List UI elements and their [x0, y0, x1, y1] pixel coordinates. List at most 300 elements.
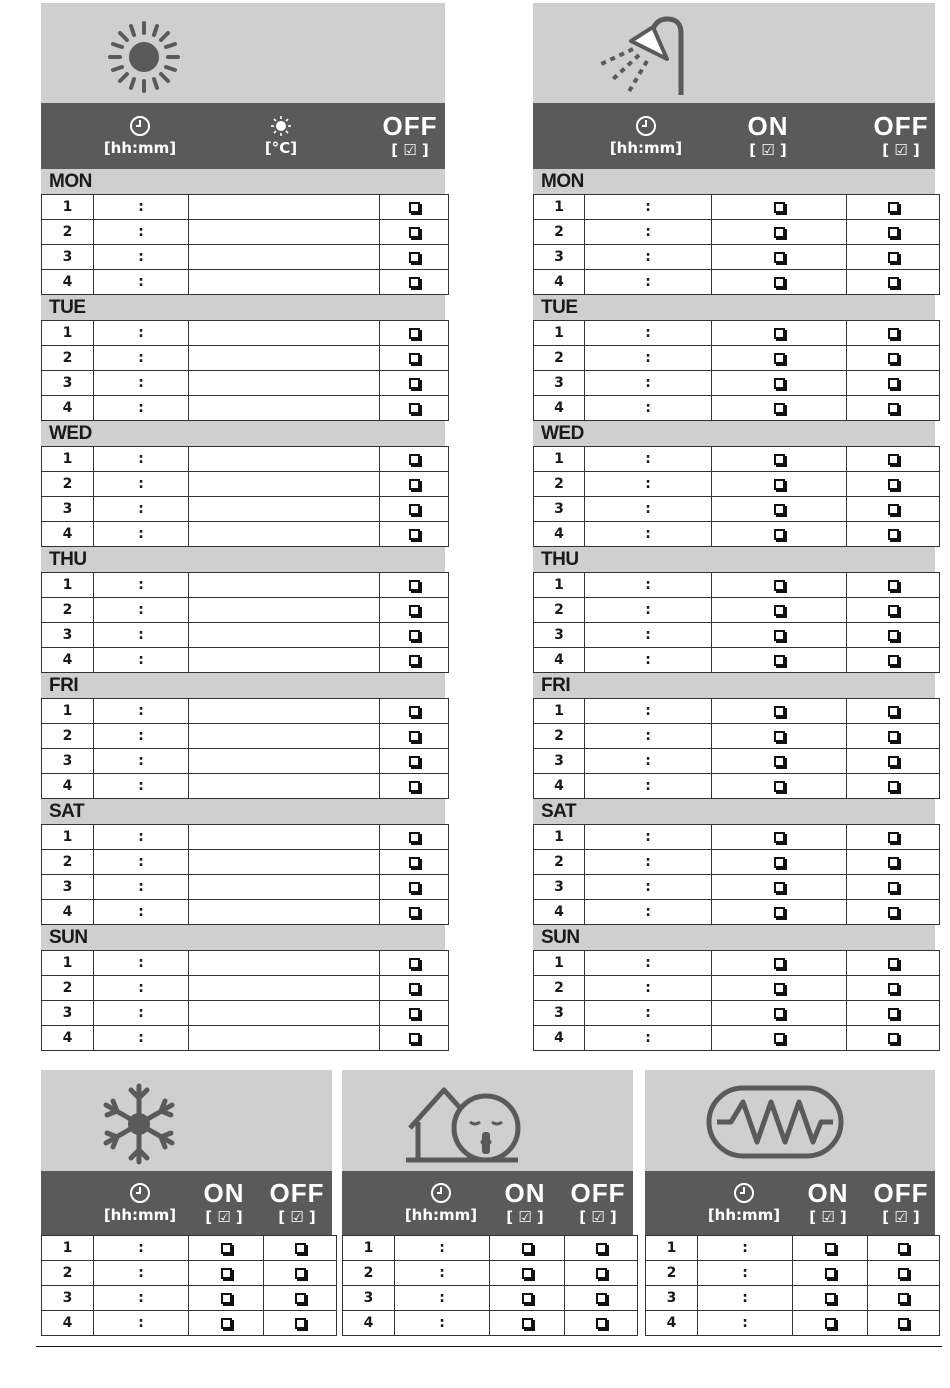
on-checkbox[interactable] — [774, 529, 785, 540]
day-header — [533, 421, 935, 446]
temp-input-cell[interactable] — [189, 472, 380, 497]
temp-input-cell[interactable] — [189, 875, 380, 900]
time-input-cell[interactable] — [585, 598, 712, 623]
off-cell — [847, 321, 940, 346]
off-checkbox[interactable] — [898, 1318, 909, 1329]
time-colon: : — [138, 829, 144, 845]
slot-number: 4 — [62, 274, 73, 290]
off-checkbox[interactable] — [888, 328, 899, 339]
temp-input-cell[interactable] — [189, 699, 380, 724]
temp-input-cell[interactable] — [189, 825, 380, 850]
time-input-cell[interactable] — [585, 321, 712, 346]
temp-input-cell[interactable] — [189, 573, 380, 598]
slot-cell — [534, 648, 585, 673]
on-checkbox[interactable] — [522, 1293, 533, 1304]
slot-cell — [42, 270, 94, 295]
shower-icon — [593, 15, 693, 100]
time-input-cell[interactable] — [94, 724, 189, 749]
time-colon: : — [138, 1030, 144, 1046]
temp-input-cell[interactable] — [189, 774, 380, 799]
on-checkbox[interactable] — [774, 202, 785, 213]
off-cell — [380, 749, 449, 774]
slot-number: 1 — [554, 955, 564, 971]
off-cell — [380, 875, 449, 900]
time-input-cell[interactable] — [94, 598, 189, 623]
slot-cell — [534, 220, 585, 245]
time-input-cell[interactable] — [94, 447, 189, 472]
day-header — [41, 673, 445, 698]
time-input-cell[interactable] — [585, 875, 712, 900]
off-checkbox[interactable] — [888, 1033, 899, 1044]
off-checkbox[interactable] — [888, 907, 899, 918]
time-input-cell[interactable] — [585, 346, 712, 371]
schedule-row — [42, 774, 449, 799]
off-checkbox[interactable] — [888, 227, 899, 238]
time-colon: : — [138, 476, 144, 492]
schedule-row — [534, 396, 940, 421]
off-column-header — [564, 1171, 632, 1235]
on-checkbox[interactable] — [825, 1293, 836, 1304]
off-cell — [847, 522, 940, 547]
hot-water-header — [533, 103, 935, 169]
time-input-cell[interactable] — [395, 1261, 490, 1286]
time-input-cell[interactable] — [94, 270, 189, 295]
time-colon: : — [645, 829, 651, 845]
off-checkbox[interactable] — [888, 857, 899, 868]
time-input-cell[interactable] — [94, 648, 189, 673]
schedule-row — [534, 774, 940, 799]
time-colon: : — [138, 325, 144, 341]
on-checkbox[interactable] — [774, 832, 785, 843]
time-input-cell[interactable] — [94, 1286, 189, 1311]
slot-cell — [534, 447, 585, 472]
off-checkbox[interactable] — [409, 983, 420, 994]
on-checkbox[interactable] — [825, 1318, 836, 1329]
off-checkbox[interactable] — [409, 1008, 420, 1019]
time-input-cell[interactable] — [94, 371, 189, 396]
time-input-cell[interactable] — [585, 245, 712, 270]
schedule-row — [646, 1286, 940, 1311]
off-checkbox[interactable] — [295, 1268, 306, 1279]
sun-icon — [104, 17, 184, 97]
slot-table — [645, 1235, 940, 1336]
day-table — [533, 320, 940, 421]
day-table — [533, 572, 940, 673]
time-input-cell[interactable] — [585, 472, 712, 497]
time-colon: : — [138, 627, 144, 643]
schedule-row — [534, 321, 940, 346]
time-input-cell[interactable] — [698, 1261, 793, 1286]
off-checkbox[interactable] — [409, 580, 420, 591]
time-input-cell[interactable] — [94, 396, 189, 421]
slot-number: 3 — [62, 879, 73, 895]
day-table — [533, 950, 940, 1051]
schedule-row — [42, 497, 449, 522]
slot-cell — [42, 195, 94, 220]
time-input-cell[interactable] — [585, 1026, 712, 1051]
off-checkbox[interactable] — [888, 630, 899, 641]
temp-input-cell[interactable] — [189, 371, 380, 396]
on-checkbox[interactable] — [774, 907, 785, 918]
temp-input-cell[interactable] — [189, 270, 380, 295]
off-checkbox[interactable] — [898, 1268, 909, 1279]
time-input-cell[interactable] — [94, 497, 189, 522]
on-checkbox[interactable] — [774, 983, 785, 994]
off-checkbox[interactable] — [888, 403, 899, 414]
off-checkbox[interactable] — [409, 605, 420, 616]
temp-input-cell[interactable] — [189, 976, 380, 1001]
time-input-cell[interactable] — [585, 699, 712, 724]
time-input-cell[interactable] — [94, 1026, 189, 1051]
time-colon: : — [138, 249, 144, 265]
slot-cell — [534, 724, 585, 749]
temp-input-cell[interactable] — [189, 497, 380, 522]
temp-input-cell[interactable] — [189, 623, 380, 648]
temp-input-cell[interactable] — [189, 951, 380, 976]
on-checkbox[interactable] — [774, 630, 785, 641]
temp-input-cell[interactable] — [189, 1001, 380, 1026]
on-checkbox[interactable] — [221, 1318, 232, 1329]
temp-input-cell[interactable] — [189, 220, 380, 245]
schedule-row — [42, 573, 449, 598]
time-input-cell[interactable] — [395, 1286, 490, 1311]
off-cell — [565, 1286, 638, 1311]
time-colon: : — [138, 526, 144, 542]
on-cell — [712, 951, 847, 976]
time-input-cell[interactable] — [585, 724, 712, 749]
off-checkbox[interactable] — [888, 958, 899, 969]
time-input-cell[interactable] — [94, 1001, 189, 1026]
time-colon: : — [645, 325, 651, 341]
time-input-cell[interactable] — [94, 245, 189, 270]
temp-input-cell[interactable] — [189, 648, 380, 673]
slot-cell — [42, 774, 94, 799]
schedule-row — [534, 1001, 940, 1026]
slot-cell — [534, 472, 585, 497]
on-checkbox[interactable] — [774, 479, 785, 490]
off-checkbox[interactable] — [888, 529, 899, 540]
off-checkbox[interactable] — [409, 252, 420, 263]
check-label: [ ☑ ] — [579, 1208, 617, 1226]
off-checkbox[interactable] — [295, 1293, 306, 1304]
off-checkbox[interactable] — [409, 630, 420, 641]
slot-cell — [42, 976, 94, 1001]
off-checkbox[interactable] — [409, 882, 420, 893]
time-colon: : — [138, 904, 144, 920]
on-checkbox[interactable] — [522, 1268, 533, 1279]
time-input-cell[interactable] — [94, 321, 189, 346]
slot-cell — [42, 875, 94, 900]
off-checkbox[interactable] — [409, 454, 420, 465]
off-checkbox[interactable] — [409, 529, 420, 540]
time-input-cell[interactable] — [94, 522, 189, 547]
on-checkbox[interactable] — [774, 328, 785, 339]
on-checkbox[interactable] — [774, 655, 785, 666]
on-checkbox[interactable] — [774, 580, 785, 591]
time-input-cell[interactable] — [94, 900, 189, 925]
off-checkbox[interactable] — [409, 857, 420, 868]
temp-input-cell[interactable] — [189, 447, 380, 472]
time-input-cell[interactable] — [585, 749, 712, 774]
on-checkbox[interactable] — [774, 706, 785, 717]
time-colon: : — [645, 854, 651, 870]
time-input-cell[interactable] — [585, 825, 712, 850]
slot-number: 3 — [554, 249, 564, 265]
off-checkbox[interactable] — [596, 1268, 607, 1279]
time-input-cell[interactable] — [585, 270, 712, 295]
time-input-cell[interactable] — [698, 1286, 793, 1311]
temp-input-cell[interactable] — [189, 598, 380, 623]
off-checkbox[interactable] — [409, 958, 420, 969]
on-checkbox[interactable] — [774, 756, 785, 767]
on-checkbox[interactable] — [774, 882, 785, 893]
time-input-cell[interactable] — [585, 951, 712, 976]
day-table — [41, 572, 449, 673]
time-input-cell[interactable] — [585, 195, 712, 220]
time-input-cell[interactable] — [585, 371, 712, 396]
time-input-cell[interactable] — [698, 1236, 793, 1261]
off-checkbox[interactable] — [888, 580, 899, 591]
on-checkbox[interactable] — [774, 252, 785, 263]
time-input-cell[interactable] — [395, 1236, 490, 1261]
time-input-cell[interactable] — [94, 774, 189, 799]
temp-input-cell[interactable] — [189, 346, 380, 371]
time-input-cell[interactable] — [94, 699, 189, 724]
time-input-cell[interactable] — [585, 447, 712, 472]
off-checkbox[interactable] — [888, 882, 899, 893]
off-checkbox[interactable] — [888, 479, 899, 490]
off-cell — [380, 573, 449, 598]
slot-cell — [534, 875, 585, 900]
slot-cell — [534, 1001, 585, 1026]
off-checkbox[interactable] — [888, 781, 899, 792]
on-cell — [712, 774, 847, 799]
time-input-cell[interactable] — [94, 749, 189, 774]
time-input-cell[interactable] — [585, 623, 712, 648]
on-checkbox[interactable] — [774, 781, 785, 792]
time-input-cell[interactable] — [585, 850, 712, 875]
slot-cell — [42, 573, 94, 598]
time-input-cell[interactable] — [585, 396, 712, 421]
off-checkbox[interactable] — [888, 832, 899, 843]
off-checkbox[interactable] — [888, 1008, 899, 1019]
off-checkbox[interactable] — [409, 781, 420, 792]
schedule-row — [42, 648, 449, 673]
schedule-row — [534, 598, 940, 623]
on-checkbox[interactable] — [221, 1243, 232, 1254]
time-input-cell[interactable] — [585, 648, 712, 673]
time-input-cell[interactable] — [585, 522, 712, 547]
time-input-cell[interactable] — [94, 951, 189, 976]
on-label: ON — [203, 1178, 245, 1208]
on-checkbox[interactable] — [774, 454, 785, 465]
schedule-row — [534, 1026, 940, 1051]
on-checkbox[interactable] — [774, 605, 785, 616]
on-cell — [712, 699, 847, 724]
off-checkbox[interactable] — [409, 907, 420, 918]
off-checkbox[interactable] — [409, 202, 420, 213]
day-label: FRI — [541, 675, 571, 696]
hot-water-panel — [533, 3, 935, 1051]
off-checkbox[interactable] — [888, 655, 899, 666]
on-checkbox[interactable] — [774, 958, 785, 969]
off-checkbox[interactable] — [888, 605, 899, 616]
off-checkbox[interactable] — [409, 353, 420, 364]
on-checkbox[interactable] — [774, 403, 785, 414]
off-checkbox[interactable] — [888, 277, 899, 288]
slot-number: 3 — [363, 1290, 374, 1306]
slot-cell — [42, 648, 94, 673]
off-checkbox[interactable] — [295, 1318, 306, 1329]
temp-input-cell[interactable] — [189, 1026, 380, 1051]
on-column-header — [492, 1171, 558, 1235]
time-input-cell[interactable] — [585, 220, 712, 245]
off-checkbox[interactable] — [888, 731, 899, 742]
off-cell — [380, 1001, 449, 1026]
on-checkbox[interactable] — [522, 1318, 533, 1329]
on-checkbox[interactable] — [774, 353, 785, 364]
time-input-cell[interactable] — [585, 774, 712, 799]
time-input-cell[interactable] — [94, 195, 189, 220]
off-checkbox[interactable] — [888, 252, 899, 263]
temp-input-cell[interactable] — [189, 724, 380, 749]
off-checkbox[interactable] — [409, 328, 420, 339]
off-checkbox[interactable] — [409, 378, 420, 389]
off-checkbox[interactable] — [295, 1243, 306, 1254]
temp-input-cell[interactable] — [189, 245, 380, 270]
quiet-panel — [342, 1070, 633, 1336]
off-checkbox[interactable] — [888, 983, 899, 994]
off-checkbox[interactable] — [409, 731, 420, 742]
slot-cell — [42, 598, 94, 623]
time-input-cell[interactable] — [585, 900, 712, 925]
off-checkbox[interactable] — [596, 1318, 607, 1329]
off-cell — [847, 396, 940, 421]
off-checkbox[interactable] — [409, 706, 420, 717]
slot-cell — [343, 1311, 395, 1336]
off-checkbox[interactable] — [409, 655, 420, 666]
off-checkbox[interactable] — [888, 202, 899, 213]
time-input-cell[interactable] — [94, 825, 189, 850]
temp-input-cell[interactable] — [189, 900, 380, 925]
time-colon: : — [645, 199, 651, 215]
cooling-icon-band — [41, 1070, 332, 1171]
time-input-cell[interactable] — [94, 875, 189, 900]
off-checkbox[interactable] — [409, 1033, 420, 1044]
on-checkbox[interactable] — [774, 731, 785, 742]
slot-number: 3 — [554, 375, 564, 391]
on-checkbox[interactable] — [221, 1268, 232, 1279]
on-checkbox[interactable] — [774, 857, 785, 868]
time-input-cell[interactable] — [94, 1311, 189, 1336]
temp-input-cell[interactable] — [189, 850, 380, 875]
off-cell — [380, 195, 449, 220]
time-input-cell[interactable] — [585, 497, 712, 522]
slot-cell — [534, 598, 585, 623]
time-colon: : — [138, 274, 144, 290]
off-checkbox[interactable] — [888, 353, 899, 364]
schedule-row — [42, 900, 449, 925]
on-checkbox[interactable] — [774, 378, 785, 389]
off-checkbox[interactable] — [596, 1243, 607, 1254]
off-checkbox[interactable] — [888, 454, 899, 465]
off-checkbox[interactable] — [898, 1293, 909, 1304]
slot-cell — [42, 371, 94, 396]
time-input-cell[interactable] — [94, 346, 189, 371]
slot-number: 3 — [62, 375, 73, 391]
time-input-cell[interactable] — [585, 573, 712, 598]
off-checkbox[interactable] — [596, 1293, 607, 1304]
slot-number: 3 — [62, 249, 73, 265]
schedule-row — [534, 573, 940, 598]
on-checkbox[interactable] — [774, 227, 785, 238]
temp-input-cell[interactable] — [189, 396, 380, 421]
on-checkbox[interactable] — [774, 277, 785, 288]
time-input-cell[interactable] — [94, 976, 189, 1001]
time-input-cell[interactable] — [585, 1001, 712, 1026]
on-checkbox[interactable] — [774, 1008, 785, 1019]
slot-cell — [534, 976, 585, 1001]
time-input-cell[interactable] — [94, 573, 189, 598]
off-checkbox[interactable] — [888, 504, 899, 515]
on-cell — [712, 648, 847, 673]
time-input-cell[interactable] — [94, 850, 189, 875]
slot-number: 3 — [554, 1005, 564, 1021]
off-checkbox[interactable] — [409, 504, 420, 515]
off-checkbox[interactable] — [409, 403, 420, 414]
slot-cell — [42, 220, 94, 245]
time-colon: : — [138, 375, 144, 391]
on-checkbox[interactable] — [825, 1268, 836, 1279]
off-cell — [565, 1236, 638, 1261]
time-input-cell[interactable] — [94, 1236, 189, 1261]
check-label: [ ☑ ] — [506, 1208, 544, 1226]
temp-input-cell[interactable] — [189, 749, 380, 774]
time-input-cell[interactable] — [94, 1261, 189, 1286]
time-input-cell[interactable] — [698, 1311, 793, 1336]
off-checkbox[interactable] — [409, 479, 420, 490]
on-checkbox[interactable] — [522, 1243, 533, 1254]
off-checkbox[interactable] — [888, 378, 899, 389]
temp-input-cell[interactable] — [189, 321, 380, 346]
off-checkbox[interactable] — [409, 832, 420, 843]
off-checkbox[interactable] — [409, 756, 420, 767]
off-checkbox[interactable] — [888, 756, 899, 767]
temp-input-cell[interactable] — [189, 522, 380, 547]
schedule-row — [534, 270, 940, 295]
off-checkbox[interactable] — [898, 1243, 909, 1254]
on-checkbox[interactable] — [221, 1293, 232, 1304]
off-checkbox[interactable] — [409, 227, 420, 238]
time-input-cell[interactable] — [94, 472, 189, 497]
on-checkbox[interactable] — [774, 1033, 785, 1044]
schedule-row — [534, 976, 940, 1001]
on-checkbox[interactable] — [825, 1243, 836, 1254]
on-cell — [712, 850, 847, 875]
on-checkbox[interactable] — [774, 504, 785, 515]
day-header — [41, 547, 445, 572]
slot-cell — [42, 951, 94, 976]
off-cell — [847, 724, 940, 749]
time-input-cell[interactable] — [395, 1311, 490, 1336]
off-checkbox[interactable] — [888, 706, 899, 717]
off-checkbox[interactable] — [409, 277, 420, 288]
slot-number: 2 — [62, 350, 73, 366]
time-input-cell[interactable] — [585, 976, 712, 1001]
time-input-cell[interactable] — [94, 623, 189, 648]
time-input-cell[interactable] — [94, 220, 189, 245]
temp-input-cell[interactable] — [189, 195, 380, 220]
